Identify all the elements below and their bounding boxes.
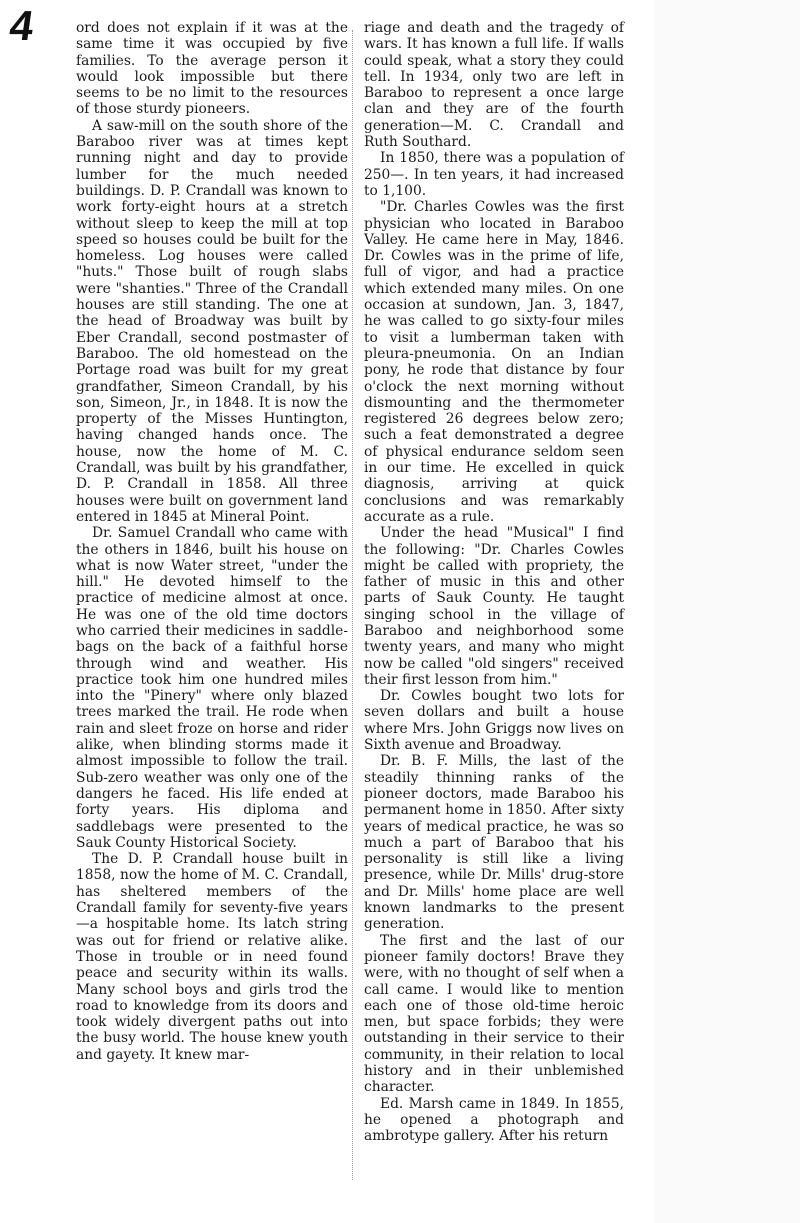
paragraph: Dr. B. F. Mills, the last of the steadily thinning ranks of the pioneer doctors, made Baraboo his permanent home in 1850. After sixty years of medical practice, he was so much a part of Baraboo that his personality is still like a living presence, while Dr. Mills' drug-store and Dr. Mills' home place are well known landmarks to the present generation.	[364, 753, 624, 933]
paragraph: In 1850, there was a population of 250—. In ten years, it had increased to 1,100.	[364, 150, 624, 199]
paragraph: "Dr. Charles Cowles was the first physician who located in Baraboo Valley. He came here in May, 1846. Dr. Cowles was in the prime of life, full of vigor, and had a practice which extended many miles. On one occasion at sundown, Jan. 3, 1847, he was called to go sixty-four miles to visit a lumberman taken with pleura-pneumonia. On an Indian pony, he rode that distance by four o'clock the next morning without dismounting and the thermometer registered 26 degrees below zero; such a feat demonstrated a degree of physical endurance seldom seen in our time. He excelled in quick diagnosis, arriving at quick conclusions and was remarkably accurate as a rule.	[364, 199, 624, 525]
left-column	[76, 20, 348, 1063]
paragraph: The first and the last of our pioneer family doctors! Brave they were, with no thought of self when a call came. I would like to mention each one of those old-time heroic men, but space forbids; they were outstanding in their service to their community, in their relation to local history and in their unblemished character.	[364, 932, 624, 1096]
paragraph: Dr. Cowles bought two lots for seven dollars and built a house where Mrs. John Griggs now lives on Sixth avenue and Broadway.	[364, 688, 624, 754]
paragraph: A saw-mill on the south shore of the Baraboo river was at times kept running night and day to provide lumber for the much needed buildings. D. P. Crandall was known to work forty-eight hours at a stretch without sleep to keep the mill at top speed so houses could be built for the homeless. Log houses were called "huts." Those built of rough slabs were "shanties." Three of the Crandall houses are still standing. The one at the head of Broadway was built by Eber Crandall, second postmaster of Baraboo. The old homestead on the Portage road was built for my great grandfather, Simeon Crandall, by his son, Simeon, Jr., in 1848. It is now the property of the Misses Huntington, having changed hands once. The house, now the home of M. C. Crandall, was built by his grandfather, D. P. Crandall in 1858. All three houses were built on government land entered in 1845 at Mineral Point.	[76, 117, 348, 525]
paragraph: Ed. Marsh came in 1849. In 1855, he opened a photograph and ambrotype gallery. After his return	[364, 1095, 624, 1145]
paragraph: The D. P. Crandall house built in 1858, now the home of M. C. Crandall, has sheltered members of the Crandall family for seventy-five years—a hospitable home. Its latch string was out for friend or relative alike. Those in trouble or in need found peace and security within its walls. Many school boys and girls trod the road to knowledge from its doors and took widely divergent paths out into the busy world. The house knew youth and gayety. It knew mar-	[76, 851, 348, 1063]
right-column	[364, 20, 624, 1144]
paragraph: Under the head "Musical" I find the following: "Dr. Charles Cowles might be called with propriety, the father of music in this and other parts of Sauk County. He taught singing school in the village of Baraboo and neighborhood some twenty years, and many who might now be called "old singers" received their first lesson from him."	[364, 525, 624, 688]
column-divider	[352, 30, 353, 1180]
page-margin	[654, 0, 800, 1223]
paragraph: Dr. Samuel Crandall who came with the others in 1846, built his house on what is now Water street, "under the hill." He devoted himself to the practice of medicine almost at once. He was one of the old time doctors who carried their medicines in saddle-bags on the back of a faithful horse through wind and weather. His practice took him one hundred miles into the "Pinery" where only blazed trees marked the trail. He rode when rain and sleet froze on horse and rider alike, when blinding storms made it almost impossible to follow the trail. Sub-zero weather was only one of the dangers he faced. His life ended at forty years. His diploma and saddlebags were presented to the Sauk County Historical Society.	[76, 525, 348, 851]
paragraph: ord does not explain if it was at the same time it was occupied by five families. To the average person it would look impossible but there seems to be no limit to the resources of those sturdy pioneers.	[76, 20, 348, 118]
paragraph: riage and death and the tragedy of wars. It has known a full life. If walls could speak, what a story they could tell. In 1934, only two are left in Baraboo to represent a once large clan and they are of the fourth generation—M. C. Crandall and Ruth Southard.	[364, 20, 624, 151]
page-number: 4	[6, 2, 37, 49]
